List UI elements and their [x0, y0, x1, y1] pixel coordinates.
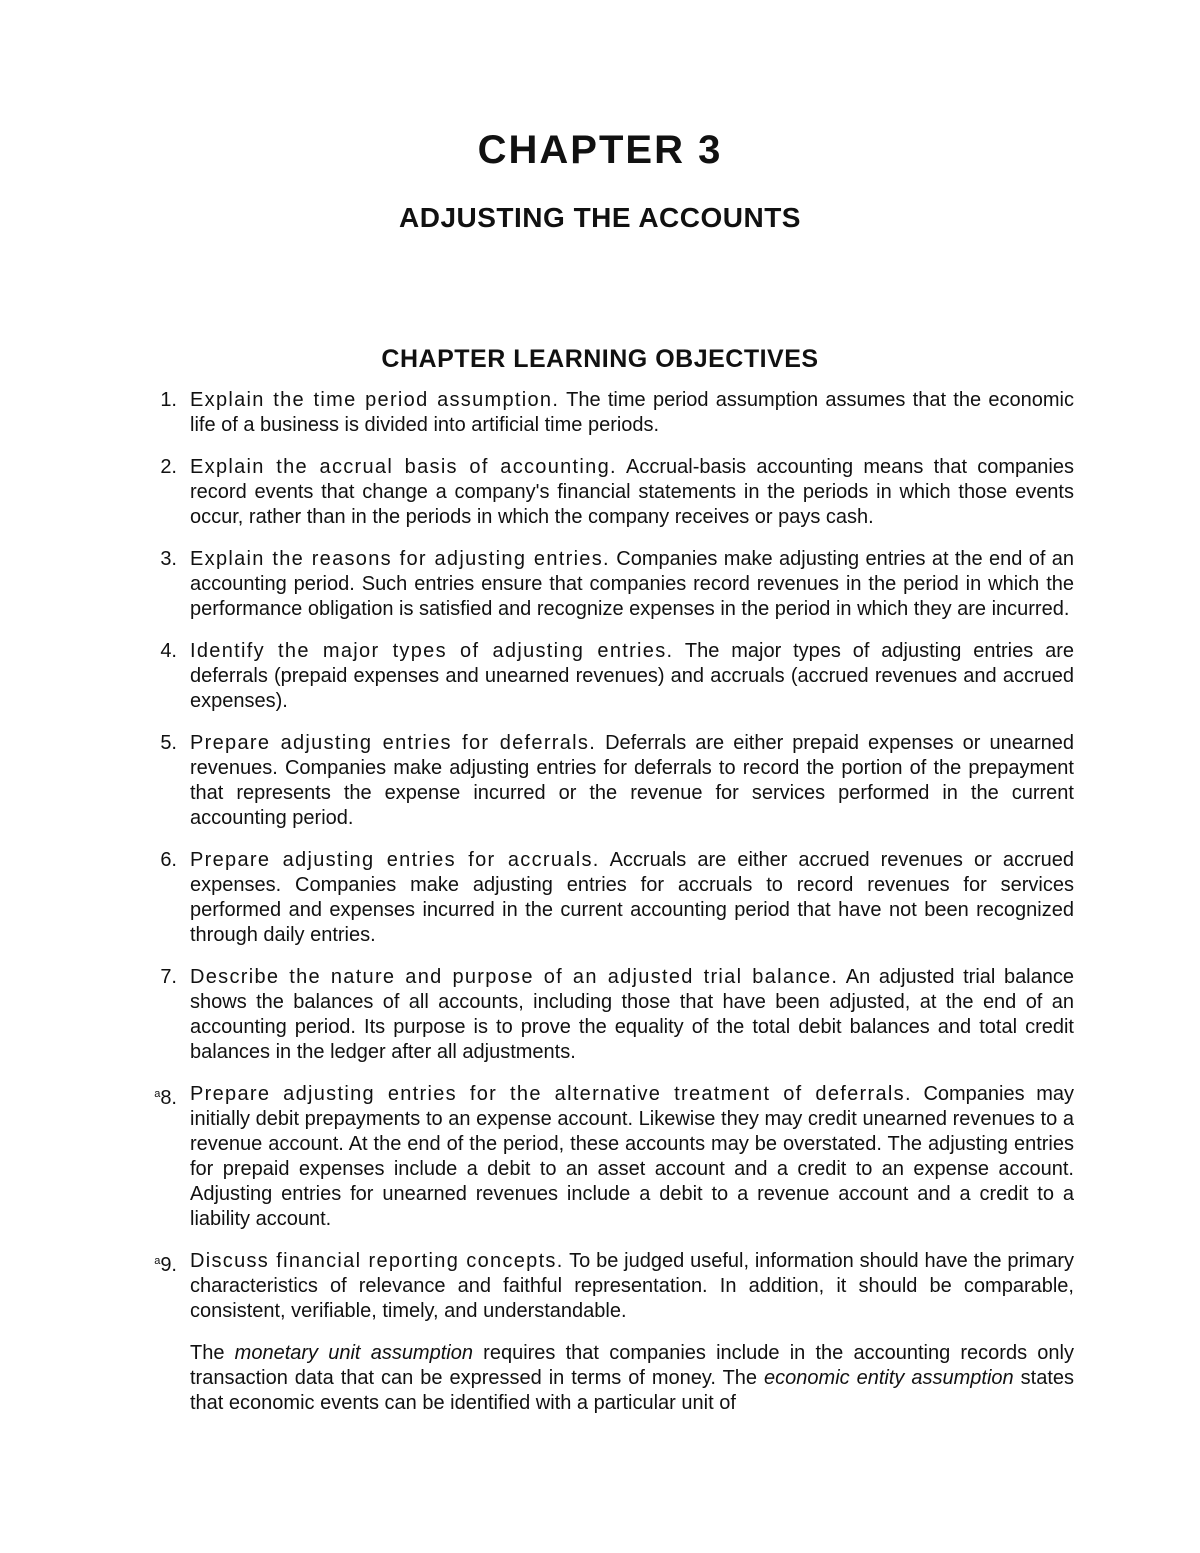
chapter-heading: CHAPTER 3 — [477, 128, 723, 172]
objective-lead: Prepare adjusting entries for the alternative treatment of deferrals. — [190, 1083, 912, 1105]
objective-text — [190, 731, 1074, 831]
appendix-marker: a — [154, 1255, 161, 1267]
appendix-marker: a — [154, 1088, 161, 1100]
objective-item — [0, 547, 1074, 622]
objective-number: 5. — [160, 732, 177, 754]
objective-text — [190, 1249, 1074, 1324]
objective-number: 6. — [160, 849, 177, 871]
objective-item — [0, 639, 1074, 714]
term-monetary-unit: monetary unit assumption — [234, 1342, 473, 1364]
continuation-paragraph — [0, 1341, 1074, 1416]
objective-number: 1. — [160, 389, 177, 411]
objective-lead: Discuss financial reporting concepts. — [190, 1250, 564, 1272]
objective-item — [0, 965, 1074, 1065]
objectives-list — [0, 388, 1200, 1416]
objective-body: An adjusted trial balance shows the balances of all accounts, including those that have been adjusted, at the end of an accounting period. Its purpose is to prove the equality of the total debit balances and total credit balances in the ledger after all adjustments. — [190, 966, 1074, 1063]
objective-lead: Identify the major types of adjusting entries. — [190, 640, 674, 662]
objective-item — [0, 1249, 1074, 1324]
objective-body: The time period assumption assumes that the economic life of a business is divided into artificial time periods. — [190, 389, 1074, 436]
objective-body: Companies may initially debit prepayments to an expense account. Likewise they may credit unearned revenues to a revenue account. At the end of the period, these accounts may be overstated. The adjusting entries for prepaid expenses include a debit to an asset account and a credit to an expense account. Adjusting entries for unearned revenues include a debit to a revenue account and a credit to a liability account. — [190, 1083, 1074, 1230]
objectives-heading: CHAPTER LEARNING OBJECTIVES — [381, 345, 819, 373]
objective-body: The major types of adjusting entries are deferrals (prepaid expenses and unearned revenues) and accruals (accrued revenues and accrued expenses). — [190, 640, 1074, 712]
objective-text — [190, 547, 1074, 622]
objective-text — [190, 965, 1074, 1065]
objective-item — [0, 1082, 1074, 1232]
objective-item — [0, 455, 1074, 530]
objective-number: 2. — [160, 456, 177, 478]
objective-number: $^a$8. — [154, 1087, 177, 1109]
objective-body: Companies make adjusting entries at the end of an accounting period. Such entries ensure that companies record revenues in the period in which the performance obligation is satisfied and recognize expenses in the period in which they are incurred. — [190, 548, 1075, 620]
chapter-title: ADJUSTING THE ACCOUNTS — [399, 202, 801, 233]
objective-lead: Explain the time period assumption. — [190, 389, 560, 411]
objective-lead: Explain the accrual basis of accounting. — [190, 456, 617, 478]
objective-text — [190, 639, 1074, 714]
objective-body: Deferrals are either prepaid expenses or unearned revenues. Companies make adjusting entries for deferrals to record the portion of the prepayment that represents the expense incurred or the revenue for services performed in the current accounting period. — [190, 732, 1074, 829]
objective-text — [190, 1082, 1074, 1232]
objective-item — [0, 731, 1074, 831]
objective-lead: Describe the nature and purpose of an adjusted trial balance. — [190, 966, 839, 988]
paragraph-text: The monetary unit assumption requires that companies include in the accounting records only transaction data that can be expressed in terms of money. The economic entity assumption states that economic events can be identified with a particular unit of — [190, 1342, 1075, 1414]
objective-text — [190, 388, 1074, 438]
term-economic-entity: economic entity assumption — [764, 1367, 1014, 1389]
objective-lead: Prepare adjusting entries for accruals. — [190, 849, 600, 871]
objective-lead: Prepare adjusting entries for deferrals. — [190, 732, 597, 754]
objective-item — [0, 388, 1074, 438]
objective-number: 4. — [160, 640, 177, 662]
objective-body: To be judged useful, information should have the primary characteristics of relevance and faithful representation. In addition, it should be comparable, consistent, verifiable, timely, and understandable. — [190, 1250, 1074, 1322]
objective-body: Accrual-basis accounting means that companies record events that change a company's financial statements in the periods in which those events occur, rather than in the periods in which the company receives or pays cash. — [190, 456, 1074, 528]
objective-text — [190, 455, 1074, 530]
objective-body: Accruals are either accrued revenues or accrued expenses. Companies make adjusting entries for accruals to record revenues for services performed and expenses incurred in the current accounting period that have not been recognized through daily entries. — [190, 849, 1074, 946]
objective-number: 3. — [160, 548, 177, 570]
objective-number: 7. — [160, 966, 177, 988]
objective-text — [190, 848, 1074, 948]
objective-number: $^a$9. — [154, 1254, 177, 1276]
objective-lead: Explain the reasons for adjusting entries. — [190, 548, 610, 570]
objective-item — [0, 848, 1074, 948]
